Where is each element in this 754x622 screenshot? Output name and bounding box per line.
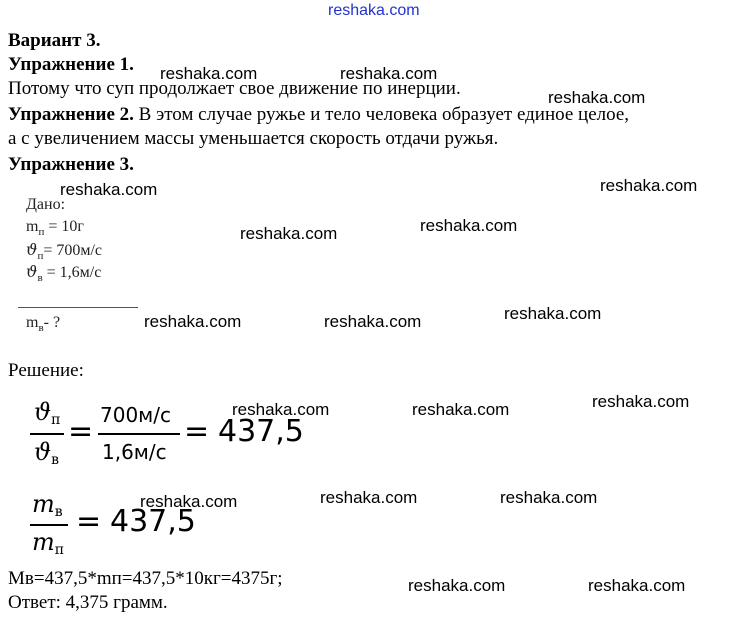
exercise-2-text-2: а с увеличением массы уменьшается скорость отдачи ружья. [8,128,499,149]
watermark: reshaka.com [500,488,598,507]
solution-label: Решение: [8,360,84,381]
watermark: reshaka.com [324,312,422,331]
exercise-1-label: Упражнение 1. [8,54,134,75]
formula2-numerator: mв [32,490,63,520]
exercise-2-label: Упражнение 2. [8,104,134,125]
exercise-2-line-1 [8,104,629,126]
exercise-1-text: Потому что суп продолжает свое движение по инерции. [8,78,461,99]
watermark: reshaka.com [420,216,518,235]
given-velocity-rifle: $ϑ_в = 1,6м/с$ [26,262,102,284]
watermark: reshaka.com [320,488,418,507]
watermark: reshaka.com [408,576,506,595]
formula2-result: 437,5 [110,504,196,539]
watermark: reshaka.com [144,312,242,331]
site-name[interactable]: reshaka.com [328,2,420,19]
watermark: reshaka.com [240,224,338,243]
watermark: reshaka.com [600,176,698,195]
formula1-equals: = [68,414,94,449]
given-velocity-bullet: $ϑ_п= 700м/с$ [26,240,103,262]
formula1-equals-2: = [184,414,210,449]
calculation-line: Mв=437,5*mп=437,5*10кг=4375г; [8,568,283,589]
watermark: reshaka.com [548,88,646,107]
formula1-numerator: ϑп [34,398,61,428]
exercise-2-text-1: В этом случае ружье и тело человека образует единое целое, [138,104,630,125]
find-rifle-mass: $m_в-$ ? [26,314,61,334]
answer-line: Ответ: 4,375 грамм. [8,592,168,613]
watermark: reshaka.com [140,492,238,511]
watermark: reshaka.com [160,64,258,83]
given-mass-bullet: $m_п = 10г$ [26,218,84,238]
watermark: reshaka.com [412,400,510,419]
formula1-value-numerator: 700м/с [100,403,171,427]
watermark: reshaka.com [340,64,438,83]
formula1-value-fraction-bar [98,433,180,435]
formula1-fraction-bar [30,433,64,435]
formula1-value-denominator: 1,6м/с [102,440,167,464]
given-heading: Дано: [26,196,66,213]
formula1-denominator: ϑв [34,438,60,468]
watermark: reshaka.com [592,392,690,411]
formula1-result: 437,5 [218,414,304,449]
exercise-3-label: Упражнение 3. [8,154,134,175]
given-divider [18,307,138,308]
watermark: reshaka.com [60,180,158,199]
watermark: reshaka.com [504,304,602,323]
watermark: reshaka.com [588,576,686,595]
formula2-equals: = [76,504,102,539]
watermark: reshaka.com [232,400,330,419]
formula2-fraction-bar [30,524,68,526]
formula2-denominator: mп [32,528,65,558]
variant-title: Вариант 3. [8,30,101,51]
